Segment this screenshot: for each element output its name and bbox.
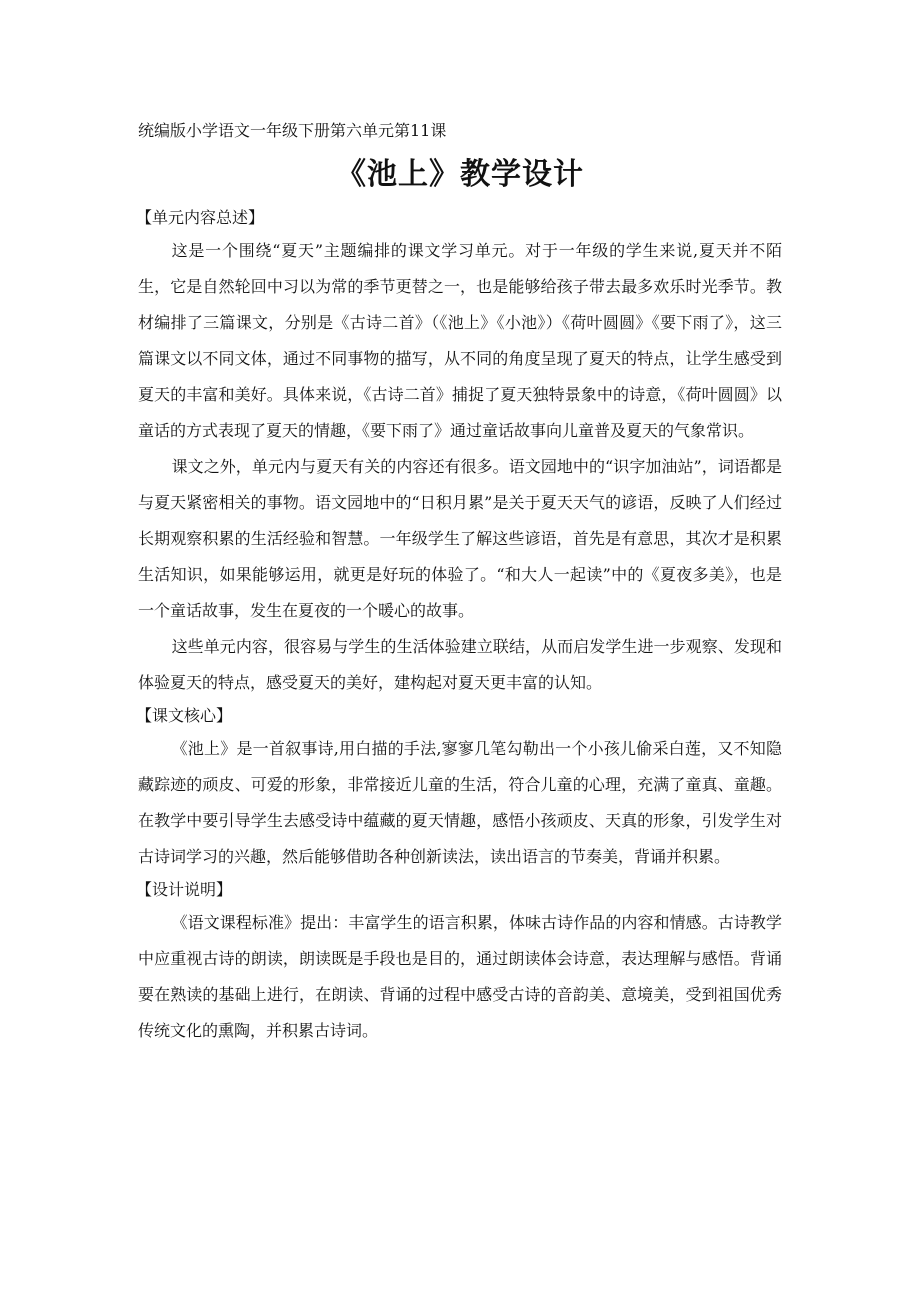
page-title: 《池上》教学设计	[336, 157, 584, 192]
section-unit-overview	[138, 205, 782, 701]
course-subtitle: 统编版小学语文一年级下册第六单元第11课	[138, 121, 447, 140]
paragraph: 《语文课程标准》提出：丰富学生的语言积累，体味古诗作品的内容和情感。古诗教学中应重视古诗的朗读，朗读既是手段也是目的，通过朗读体会诗意，表达理解与感悟。背诵要在熟读的基础上进行，在朗读、背诵的过程中感受古诗的音韵美、意境美，受到祖国优秀传统文化的熏陶，并积累古诗词。	[138, 913, 782, 1040]
section-heading-lesson-core: 【课文核心】	[136, 706, 233, 725]
section-lesson-core	[138, 703, 782, 875]
paragraph: 这些单元内容，很容易与学生的生活体验建立联结，从而启发学生进一步观察、发现和体验夏天的特点，感受夏天的美好，建构起对夏天更丰富的认知。	[138, 637, 782, 692]
paragraph: 课文之外，单元内与夏天有关的内容还有很多。语文园地中的“识字加油站”，词语都是与夏天紧密相关的事物。语文园地中的“日积月累”是关于夏天天气的谚语，反映了人们经过长期观察积累的生活经验和智慧。一年级学生了解这些谚语，首先是有意思，其次才是积累生活知识，如果能够运用，就更是好玩的体验了。“和大人一起读”中的《夏夜多美》，也是一个童话故事，发生在夏夜的一个暖心的故事。	[138, 457, 782, 620]
section-design-notes	[138, 877, 782, 1049]
section-heading-design-notes: 【设计说明】	[136, 880, 233, 899]
paragraph: 这是一个围绕“夏天”主题编排的课文学习单元。对于一年级的学生来说,夏天并不陌生，它是自然轮回中习以为常的季节更替之一，也是能够给孩子带去最多欢乐时光季节。教材编排了三篇课文，分别是《古诗二首》（《池上》《小池》）《荷叶圆圆》《要下雨了》，这三篇课文以不同文体，通过不同事物的描写，从不同的角度呈现了夏天的特点，让学生感受到夏天的丰富和美好。具体来说，《古诗二首》捕捉了夏天独特景象中的诗意，《荷叶圆圆》以童话的方式表现了夏天的情趣，《要下雨了》通过童话故事向儿童普及夏天的气象常识。	[138, 241, 782, 440]
section-heading-unit-overview: 【单元内容总述】	[136, 208, 265, 227]
paragraph: 《池上》是一首叙事诗,用白描的手法,寥寥几笔勾勒出一个小孩儿偷采白莲，又不知隐藏踪迹的顽皮、可爱的形象，非常接近儿童的生活，符合儿童的心理，充满了童真、童趣。在教学中要引导学生去感受诗中蕴藏的夏天情趣，感悟小孩顽皮、天真的形象，引发学生对古诗词学习的兴趣，然后能够借助各种创新读法，读出语言的节奏美，背诵并积累。	[138, 739, 782, 866]
document-content	[138, 119, 782, 1049]
